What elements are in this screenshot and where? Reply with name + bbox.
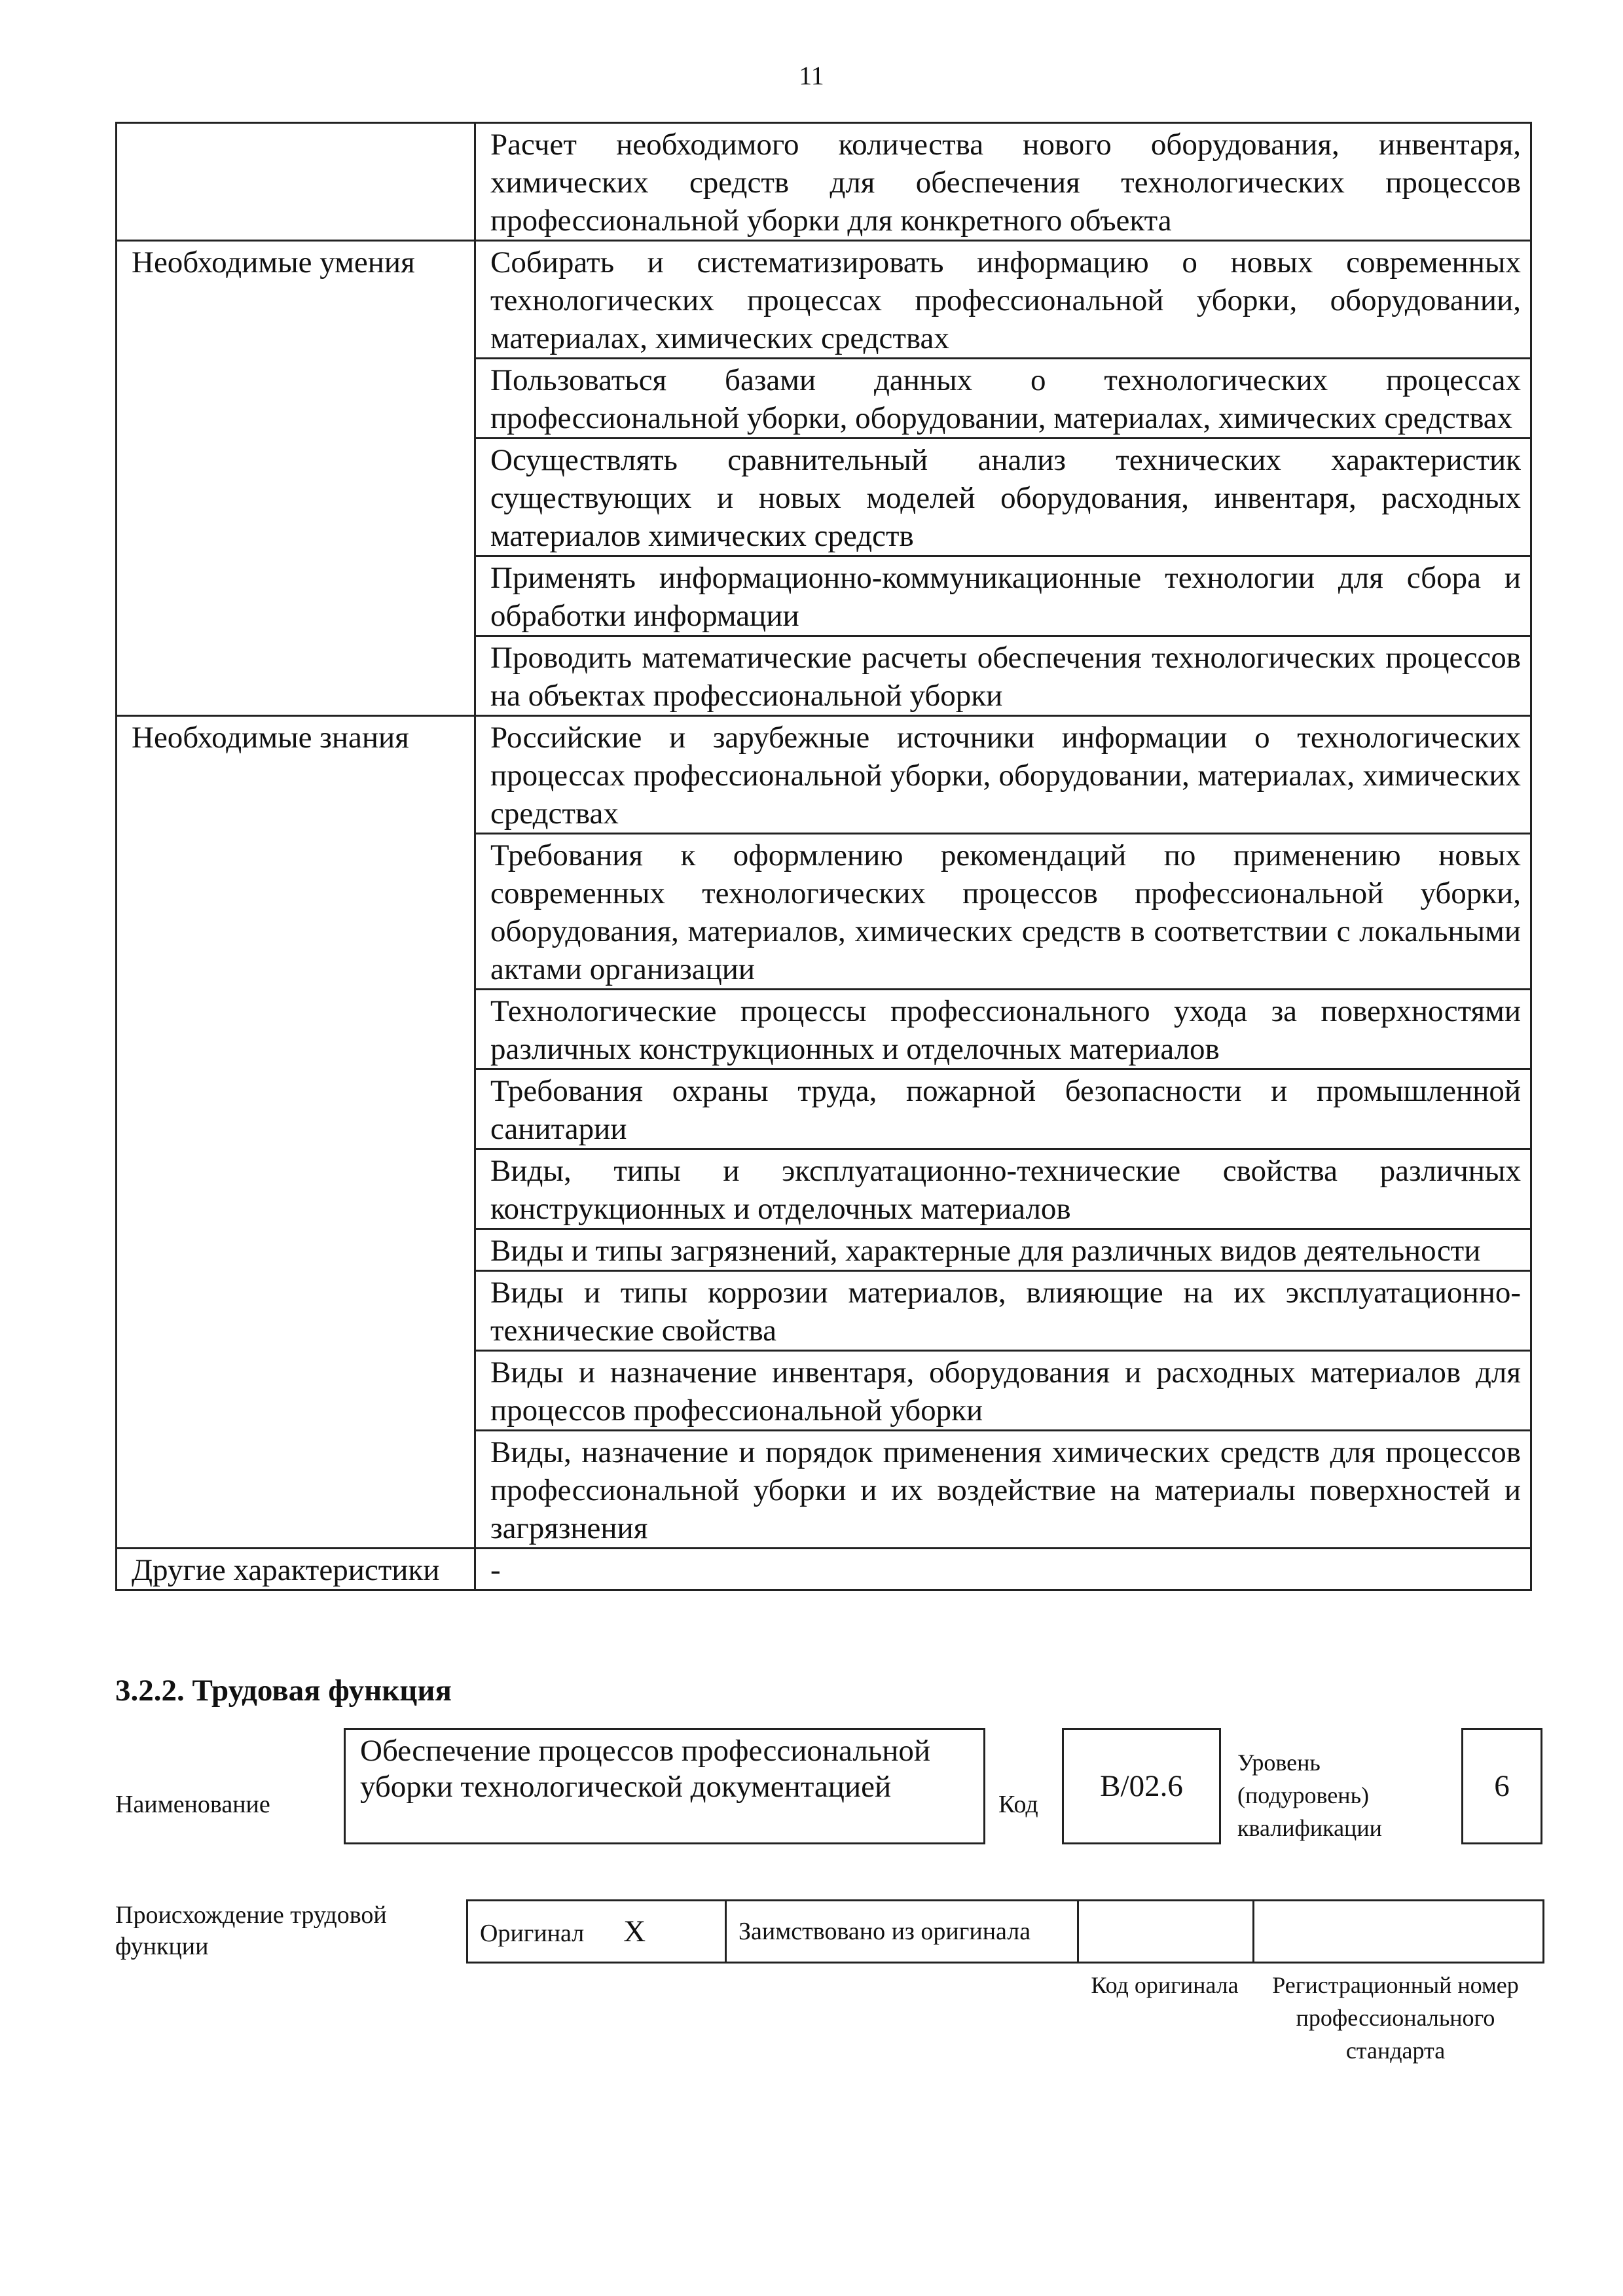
table-row xyxy=(467,1901,1544,1963)
reg-number-label: Регистрационный номер профессионального стандарта xyxy=(1272,1972,1519,2064)
level-box: 6 xyxy=(1461,1728,1542,1844)
original-mark: X xyxy=(623,1914,646,1948)
knowledge-item: Виды и типы коррозии материалов, влияющие на их эксплуатационно-технические свойства xyxy=(475,1271,1531,1351)
skill-item: Проводить математические расчеты обеспечения технологических процессов на объектах профессиональной уборки xyxy=(475,636,1531,716)
skill-item: Собирать и систематизировать информацию о новых современных технологических процессах профессиональной уборки, оборудовании, материалах, химических средствах xyxy=(475,241,1531,359)
original-label: Оригинал xyxy=(480,1920,585,1947)
knowledge-item: Технологические процессы профессионального ухода за поверхностями различных конструкционных и отделочных материалов xyxy=(475,990,1531,1069)
skill-item: Осуществлять сравнительный анализ технических характеристик существующих и новых моделей оборудования, инвентаря, расходных материалов химических средств xyxy=(475,439,1531,556)
function-name-box: Обеспечение процессов профессиональной уборки технологической документацией xyxy=(344,1728,985,1844)
level-label: Уровень (подуровень) квалификации xyxy=(1237,1749,1382,1841)
first-row-content: Расчет необходимого количества нового оборудования, инвентаря, химических средств для обеспечения технологических процессов профессиональной уборки для конкретного объекта xyxy=(475,123,1531,241)
table-row xyxy=(117,1549,1531,1590)
knowledge-item: Требования к оформлению рекомендаций по применению новых современных технологических процессов профессиональной уборки, оборудования, материалов, химических средств в соответствии с локальными актами организации xyxy=(475,834,1531,990)
reg-number-cell xyxy=(1254,1901,1544,1963)
row-label-empty xyxy=(117,123,475,241)
other-label: Другие характеристики xyxy=(117,1549,475,1590)
page-number: 11 xyxy=(799,61,824,90)
original-code-label: Код оригинала xyxy=(1091,1972,1239,1998)
original-code-cell xyxy=(1078,1901,1254,1963)
skills-label: Необходимые умения xyxy=(117,241,475,716)
original-cell xyxy=(467,1901,726,1963)
code-label: Код xyxy=(998,1791,1038,1818)
name-label: Наименование xyxy=(115,1791,270,1818)
requirements-table xyxy=(115,122,1532,1591)
knowledge-item: Виды, назначение и порядок применения химических средств для процессов профессиональной уборки и их воздействие на материалы поверхностей и загрязнения xyxy=(475,1431,1531,1549)
borrowed-label: Заимствовано из оригинала xyxy=(726,1901,1078,1963)
origin-label: Происхождение трудовой функции xyxy=(115,1901,387,1960)
section-title: 3.2.2. Трудовая функция xyxy=(115,1674,452,1708)
origin-table xyxy=(466,1899,1544,1964)
knowledge-item: Требования охраны труда, пожарной безопасности и промышленной санитарии xyxy=(475,1069,1531,1149)
knowledge-item: Виды и типы загрязнений, характерные для различных видов деятельности xyxy=(475,1229,1531,1271)
knowledge-item: Российские и зарубежные источники информации о технологических процессах профессиональной уборки, оборудовании, материалах, химических средствах xyxy=(475,716,1531,834)
knowledge-label: Необходимые знания xyxy=(117,716,475,1549)
knowledge-item: Виды и назначение инвентаря, оборудования и расходных материалов для процессов профессиональной уборки xyxy=(475,1351,1531,1431)
skill-item: Применять информационно-коммуникационные технологии для сбора и обработки информации xyxy=(475,556,1531,636)
knowledge-item: Виды, типы и эксплуатационно-технические свойства различных конструкционных и отделочных материалов xyxy=(475,1149,1531,1229)
code-box: B/02.6 xyxy=(1062,1728,1221,1844)
table-row xyxy=(117,123,1531,241)
table-row xyxy=(117,241,1531,359)
skill-item: Пользоваться базами данных о технологических процессах профессиональной уборки, оборудовании, материалах, химических средствах xyxy=(475,359,1531,439)
other-value: - xyxy=(475,1549,1531,1590)
table-row xyxy=(117,716,1531,834)
